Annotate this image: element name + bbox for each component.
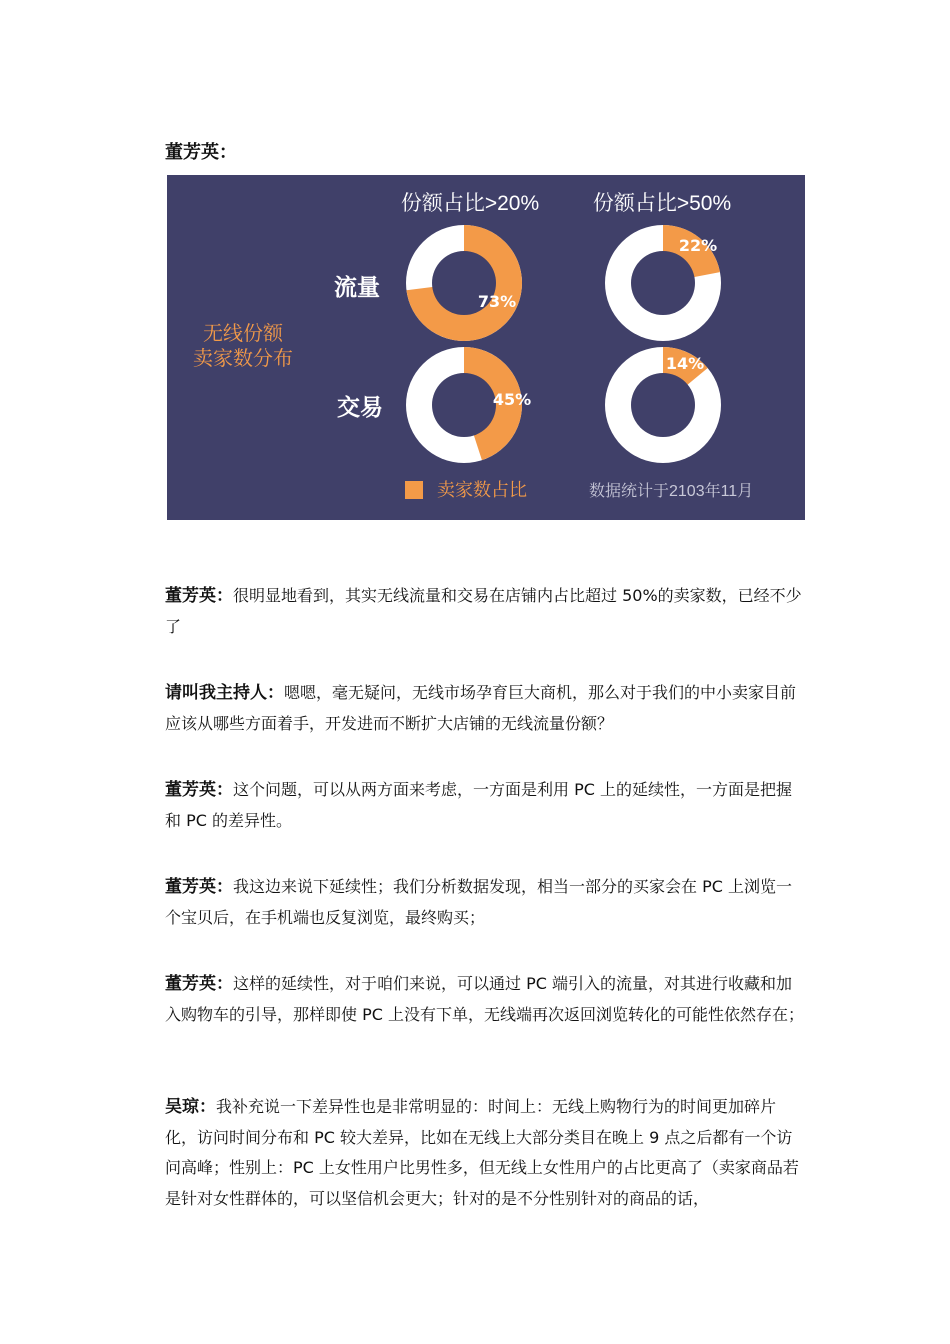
speaker-name: 吴琼：	[165, 1097, 216, 1117]
speaker-name: 董芳英：	[165, 974, 233, 994]
dialogue-paragraph-6	[165, 1092, 807, 1214]
donut-value-label-0-1: 22%	[678, 236, 718, 255]
speaker-name: 董芳英：	[165, 877, 233, 897]
speech-text: 很明显地看到，其实无线流量和交易在店铺内占比超过 50%的卖家数，已经不少了	[165, 586, 802, 636]
speaker-name: 董芳英：	[165, 586, 233, 606]
speech-text: 这个问题，可以从两方面来考虑，一方面是利用 PC 上的延续性，一方面是把握和 PC 的差异性。	[165, 780, 792, 830]
dialogue-paragraph-1	[165, 581, 807, 642]
stats-note: 数据统计于2103年11月	[589, 483, 754, 500]
donut-value-label-1-0: 45%	[492, 390, 532, 409]
column-title-20: 份额占比>20%	[400, 192, 540, 215]
speech-text: 我补充说一下差异性也是非常明显的：时间上：无线上购物行为的时间更加碎片化，访问时间分布和 PC 较大差异，比如在无线上大部分类目在晚上 9 点之后都有一个访问高峰；性别上：PC 上女性用户比男性多，但无线上女性用户的占比更高了（卖家商品若是针对女性群体的，可以坚信机会更大；针对的是不分性别针对的商品的话，	[165, 1097, 799, 1208]
side-title-line-1: 无线份额	[203, 323, 283, 345]
donut-value-label-1-1: 14%	[665, 354, 705, 373]
column-title-50: 份额占比>50%	[592, 192, 732, 215]
legend-swatch	[405, 481, 423, 499]
heading-speaker: 董芳英：	[165, 142, 237, 163]
donut-hole-1-0	[432, 373, 496, 437]
dialogue-paragraph-3	[165, 775, 807, 836]
speaker-name: 请叫我主持人：	[165, 683, 284, 703]
speech-text: 嗯嗯，毫无疑问，无线市场孕育巨大商机，那么对于我们的中小卖家目前应该从哪些方面着手，开发进而不断扩大店铺的无线流量份额？	[165, 683, 797, 733]
speaker-name: 董芳英：	[165, 780, 233, 800]
donut-value-label-0-0: 73%	[477, 292, 517, 311]
dialogue-paragraph-4	[165, 872, 807, 933]
donut-hole-1-1	[631, 373, 695, 437]
speech-text: 这样的延续性，对于咱们来说，可以通过 PC 端引入的流量，对其进行收藏和加入购物车的引导，那样即使 PC 上没有下单，无线端再次返回浏览转化的可能性依然存在；	[165, 974, 804, 1024]
row-label-transaction: 交易	[337, 395, 383, 421]
side-title-line-2: 卖家数分布	[193, 348, 293, 370]
donut-hole-0-1	[631, 251, 695, 315]
donut-chart-figure	[167, 175, 805, 520]
row-label-traffic: 流量	[334, 275, 380, 301]
speech-text: 我这边来说下延续性；我们分析数据发现，相当一部分的买家会在 PC 上浏览一个宝贝后，在手机端也反复浏览，最终购买；	[165, 877, 792, 927]
legend-label: 卖家数占比	[437, 480, 527, 500]
dialogue-paragraph-2	[165, 678, 807, 739]
dialogue-paragraph-5	[165, 969, 807, 1030]
